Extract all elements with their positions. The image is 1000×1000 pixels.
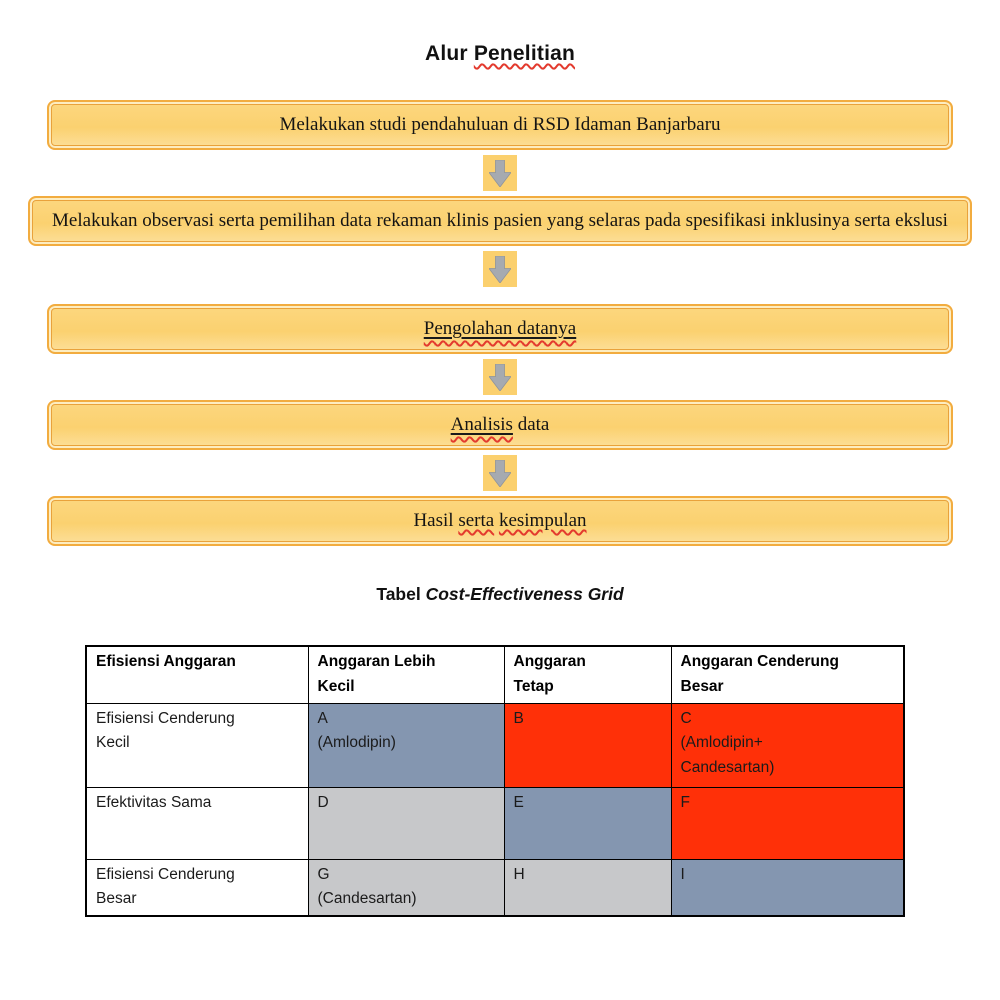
cell-line: Anggaran Lebih [317, 653, 436, 670]
flow-step-box-3 [47, 304, 953, 354]
cell-line: A [317, 709, 328, 727]
cell-line: Efisiensi Cenderung [96, 709, 235, 727]
header-cell-efisiensi-anggaran [86, 646, 308, 703]
table-row [86, 859, 904, 916]
cell-line: Kecil [96, 734, 130, 752]
grid-cell-A [308, 703, 504, 787]
cell-line: Anggaran Cenderung [680, 653, 839, 670]
cell-line: Efektivitas Sama [96, 793, 212, 811]
row-label [86, 859, 308, 916]
table-title-prefix: Tabel [376, 584, 426, 604]
grid-cell-G [308, 859, 504, 916]
cell-line: B [513, 709, 524, 727]
flow-step-box-2 [28, 196, 972, 246]
text-segment: kesimpulan [498, 510, 587, 531]
cell-line: Besar [96, 890, 137, 908]
cell-line: (Amlodipin+ [680, 734, 763, 752]
down-arrow-icon [489, 364, 511, 391]
cell-line: G [317, 865, 330, 883]
cell-line: (Amlodipin) [317, 734, 396, 752]
flow-connector-3 [483, 359, 517, 395]
cell-line: E [513, 793, 524, 811]
cell-line: Tetap [513, 677, 554, 695]
cell-line: (Candesartan) [317, 890, 417, 908]
table-row [86, 787, 904, 859]
down-arrow-icon [489, 460, 511, 487]
row-label [86, 703, 308, 787]
underlined-text [451, 414, 513, 435]
underlined-text [424, 318, 576, 339]
grid-cell-C [671, 703, 904, 787]
header-cell-anggaran-lebih-kecil [308, 646, 504, 703]
header-cell-anggaran-cenderung-besar [671, 646, 904, 703]
table-title [0, 584, 1000, 605]
flow-connector-4 [483, 455, 517, 491]
cell-line: Efisiensi Cenderung [96, 865, 235, 883]
table-row [86, 703, 904, 787]
grid-cell-B [504, 703, 671, 787]
cost-effectiveness-grid-table [85, 645, 905, 917]
flow-connector-2 [483, 251, 517, 287]
grid-cell-F [671, 787, 904, 859]
cell-line: Besar [680, 677, 724, 695]
text-segment: serta [458, 510, 495, 531]
cell-line: Kecil [317, 677, 355, 695]
text-segment: data [512, 414, 550, 435]
table-title-italic: Cost-Effectiveness Grid [425, 584, 624, 604]
down-arrow-icon [489, 256, 511, 283]
text-segment: Melakukan observasi serta pemilihan data rekaman klinis pasien yang selaras pada spesifikasi inklusinya serta ekslusi [52, 210, 948, 231]
header-cell-anggaran-tetap [504, 646, 671, 703]
down-arrow-icon [489, 160, 511, 187]
grid-cell-E [504, 787, 671, 859]
row-label [86, 787, 308, 859]
flow-step-box-1 [47, 100, 953, 150]
grid-cell-D [308, 787, 504, 859]
cell-line: Candesartan) [680, 759, 775, 777]
grid-cell-H [504, 859, 671, 916]
flow-step-box-5 [47, 496, 953, 546]
text-segment: Melakukan studi pendahuluan di RSD Idaman Banjarbaru [279, 114, 721, 135]
cell-line: I [680, 865, 685, 883]
text-segment: Penelitian [473, 42, 576, 65]
flowchart-title [0, 42, 1000, 66]
cell-line: F [680, 793, 690, 811]
cell-line: Anggaran [513, 653, 586, 670]
grid-cell-I [671, 859, 904, 916]
cell-line: D [317, 793, 329, 811]
cell-line: H [513, 865, 525, 883]
text-segment: Analisis [450, 414, 513, 435]
text-segment: Hasil [413, 510, 459, 531]
flow-step-box-4 [47, 400, 953, 450]
flow-connector-1 [483, 155, 517, 191]
text-segment: Alur [424, 42, 474, 65]
research-flowchart [47, 100, 953, 546]
cell-line: C [680, 709, 692, 727]
table-header-row [86, 646, 904, 703]
text-segment: Pengolahan datanya [423, 318, 577, 339]
cell-line: Efisiensi Anggaran [96, 653, 236, 670]
